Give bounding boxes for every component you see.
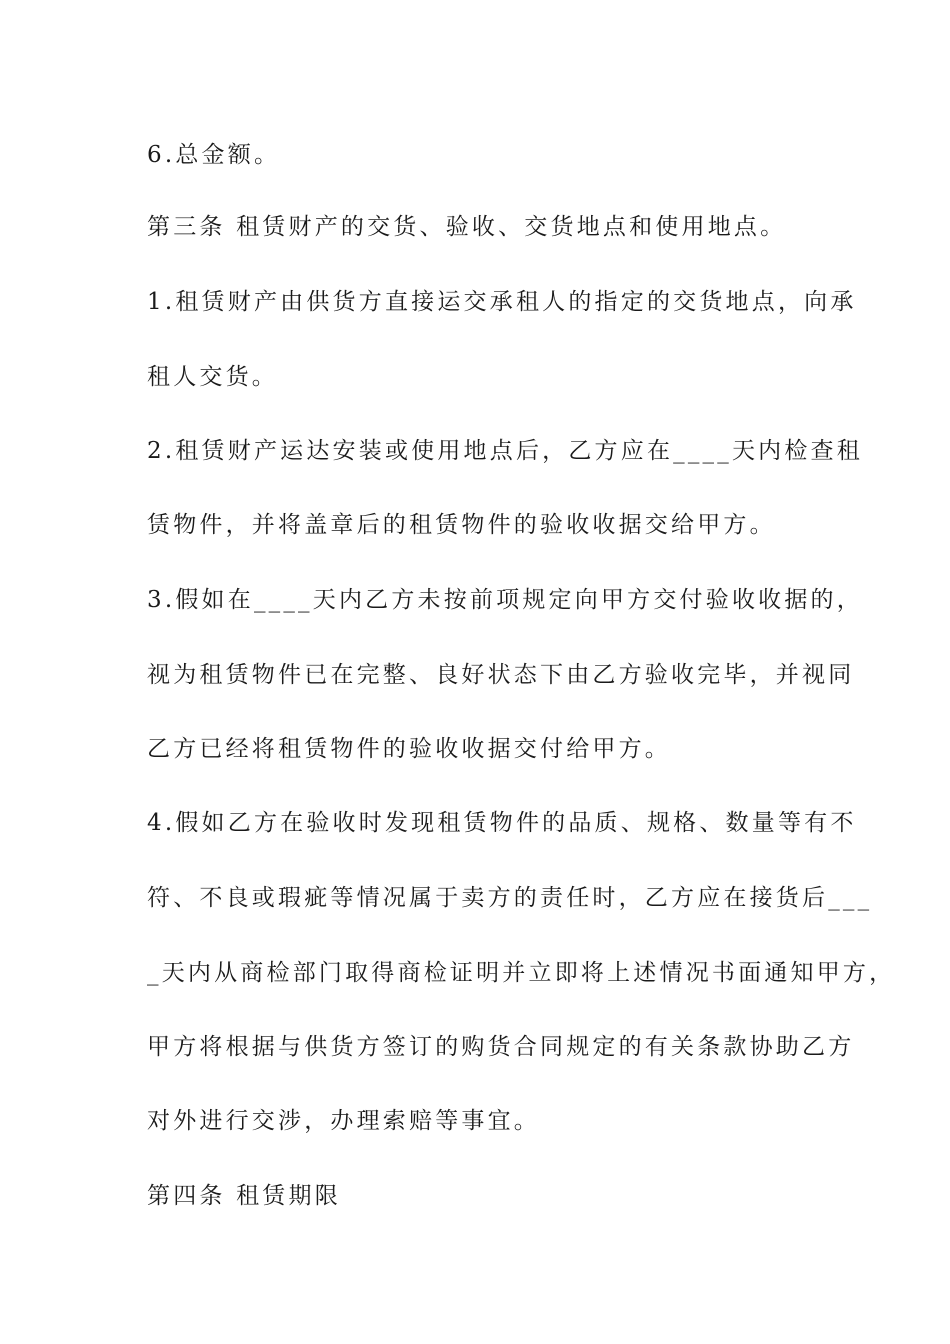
- text-line-15: 第四条 租赁期限: [147, 1183, 341, 1209]
- text-line-4: 租人交货。: [147, 364, 278, 390]
- text-line-14: 对外进行交涉，办理索赔等事宜。: [147, 1108, 540, 1134]
- text-line-10: 4.假如乙方在验收时发现租赁物件的品质、规格、数量等有不: [147, 810, 857, 836]
- text-line-9: 乙方已经将租赁物件的验收收据交付给甲方。: [147, 736, 671, 762]
- text-line-3: 1.租赁财产由供货方直接运交承租人的指定的交货地点，向承: [147, 289, 857, 315]
- text-line-1: 6.总金额。: [147, 142, 281, 168]
- text-line-12: _天内从商检部门取得商检证明并立即将上述情况书面通知甲方，: [147, 960, 896, 986]
- text-line-5: 2.租赁财产运达安装或使用地点后，乙方应在____天内检查租: [147, 438, 863, 464]
- text-line-2: 第三条 租赁财产的交货、验收、交货地点和使用地点。: [147, 214, 787, 240]
- text-line-13: 甲方将根据与供货方签订的购货合同规定的有关条款协助乙方: [147, 1034, 855, 1060]
- text-line-6: 赁物件，并将盖章后的租赁物件的验收收据交给甲方。: [147, 512, 776, 538]
- text-line-11: 符、不良或瑕疵等情况属于卖方的责任时，乙方应在接货后___: [147, 885, 873, 911]
- text-line-7: 3.假如在____天内乙方未按前项规定向甲方交付验收收据的，: [147, 587, 863, 613]
- text-line-8: 视为租赁物件已在完整、良好状态下由乙方验收完毕，并视同: [147, 662, 855, 688]
